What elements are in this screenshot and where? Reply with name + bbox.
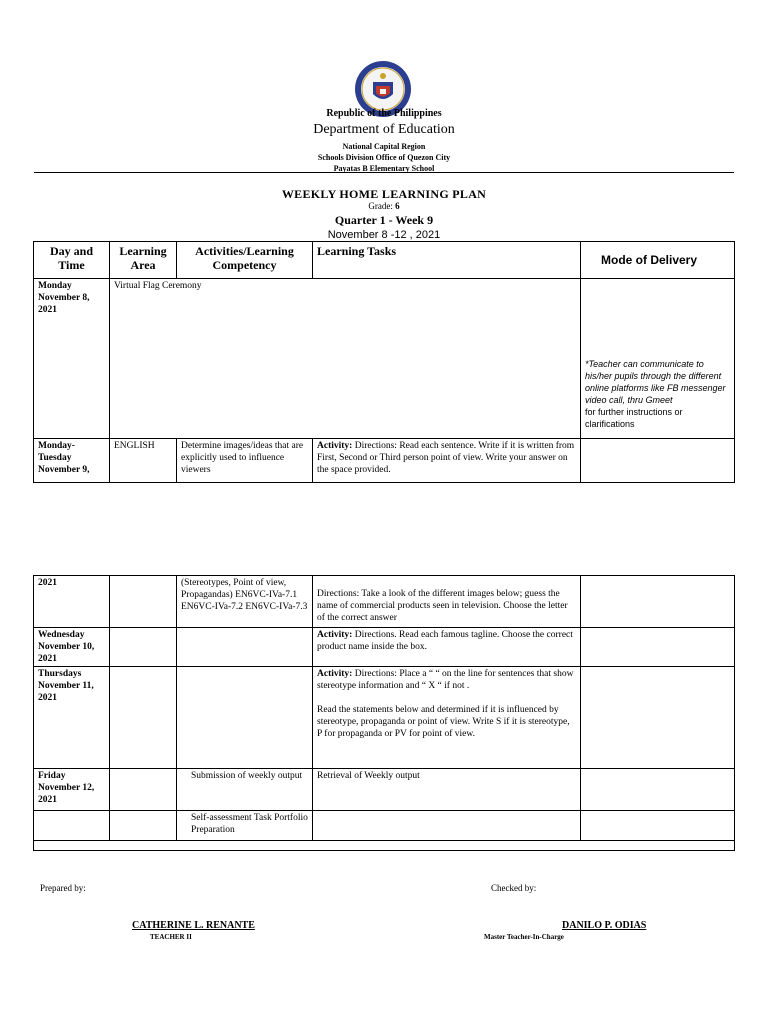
learning-plan-table-top	[33, 241, 735, 483]
competency-cell: Determine images/ideas that are explicitly used to influence viewers	[177, 439, 313, 483]
header-mode: Mode of Delivery	[581, 242, 735, 279]
table-row	[34, 576, 735, 628]
table-header-row	[34, 242, 735, 279]
mode-note: *Teacher can communicate to his/her pupils through the different online platforms like FB messenger video call, thru Gmeet	[585, 359, 726, 405]
tasks-cell	[313, 667, 581, 769]
date-range: November 8 -12 , 2021	[327, 229, 441, 241]
quarter-week: Quarter 1 - Week 9	[334, 213, 434, 227]
activity-text: Directions: Place a “ “ on the line for sentences that show stereotype information and “ X “ if not .	[317, 669, 574, 691]
mode-cell	[581, 576, 735, 628]
area-cell: ENGLISH	[110, 439, 177, 483]
prepared-by-label: Prepared by:	[40, 883, 86, 893]
learning-plan-table-bottom	[33, 575, 735, 851]
mode-cell	[581, 769, 735, 811]
activity-label: Activity:	[317, 441, 353, 451]
activity-label: Activity:	[317, 630, 353, 640]
area-cell: Virtual Flag Ceremony	[110, 279, 581, 439]
grade-value: 6	[395, 201, 400, 211]
header-tasks: Learning Tasks	[313, 242, 581, 279]
area-cell	[110, 811, 177, 841]
table-row	[34, 279, 735, 439]
header-competency: Activities/Learning Competency	[177, 242, 313, 279]
day-cell: Wednesday November 10, 2021	[34, 628, 110, 667]
table-row	[34, 667, 735, 769]
prepared-by-name: CATHERINE L. RENANTE	[132, 920, 255, 931]
competency-cell	[177, 667, 313, 769]
activity-text-2: Read the statements below and determined if it is influenced by stereotype, propaganda or point of view. Write S if it is stereotype, P for propaganda or PV for point of view.	[317, 705, 570, 739]
day-cell	[34, 811, 110, 841]
competency-cell: (Stereotypes, Point of view, Propagandas) EN6VC-IVa-7.1 EN6VC-IVa-7.2 EN6VC-IVa-7.3	[177, 576, 313, 628]
tasks-cell	[313, 811, 581, 841]
area-cell	[110, 769, 177, 811]
day-cell: Monday- Tuesday November 9,	[34, 439, 110, 483]
tasks-cell: Directions: Take a look of the different images below; guess the name of commercial products seen in television. Choose the letter of the correct answer	[313, 576, 581, 628]
header-area: Learning Area	[110, 242, 177, 279]
republic-line: Republic of the Philippines	[326, 108, 442, 119]
tasks-cell	[313, 439, 581, 483]
day-cell: Friday November 12, 2021	[34, 769, 110, 811]
mode-cell	[581, 667, 735, 769]
header-divider	[34, 172, 734, 173]
day-cell: Monday November 8, 2021	[34, 279, 110, 439]
mode-cell	[581, 439, 735, 483]
tasks-cell: Retrieval of Weekly output	[313, 769, 581, 811]
prepared-by-role: TEACHER II	[150, 933, 192, 941]
area-cell	[110, 667, 177, 769]
department-name: Department of Education	[313, 122, 455, 137]
day-cell: Thursdays November 11, 2021	[34, 667, 110, 769]
table-row	[34, 811, 735, 841]
region-name: National Capital Region	[342, 142, 426, 151]
table-row	[34, 769, 735, 811]
competency-cell: Self-assessment Task Portfolio Preparation	[177, 811, 313, 841]
area-cell	[110, 576, 177, 628]
checked-by-role: Master Teacher-In-Charge	[484, 933, 564, 941]
area-cell	[110, 628, 177, 667]
plan-title: WEEKLY HOME LEARNING PLAN	[281, 187, 487, 201]
mode-cell	[581, 628, 735, 667]
competency-cell: Submission of weekly output	[177, 769, 313, 811]
table-row	[34, 439, 735, 483]
competency-cell	[177, 628, 313, 667]
office-block	[0, 141, 768, 174]
checked-by-label: Checked by:	[491, 883, 537, 893]
mode-cell	[581, 811, 735, 841]
division-name: Schools Division Office of Quezon City	[317, 153, 451, 162]
day-cell: 2021	[34, 576, 110, 628]
activity-text: Directions: Read each sentence. Write if it is written from First, Second or Third person point of view. Write your answer on the space provided.	[317, 441, 575, 475]
table-row	[34, 628, 735, 667]
activity-text: Directions. Read each famous tagline. Choose the correct product name inside the box.	[317, 630, 573, 652]
mode-cell	[581, 279, 735, 439]
mode-note-plain: for further instructions or clarifications	[585, 407, 683, 429]
spacer-cell	[34, 841, 735, 851]
school-name: Payatas B Elementary School	[333, 164, 435, 173]
grade-line	[0, 201, 768, 211]
tasks-cell	[313, 628, 581, 667]
checked-by-name: DANILO P. ODIAS	[562, 920, 647, 931]
activity-label: Activity:	[317, 669, 353, 679]
header-day: Day and Time	[34, 242, 110, 279]
table-row	[34, 841, 735, 851]
grade-label: Grade:	[368, 201, 396, 211]
